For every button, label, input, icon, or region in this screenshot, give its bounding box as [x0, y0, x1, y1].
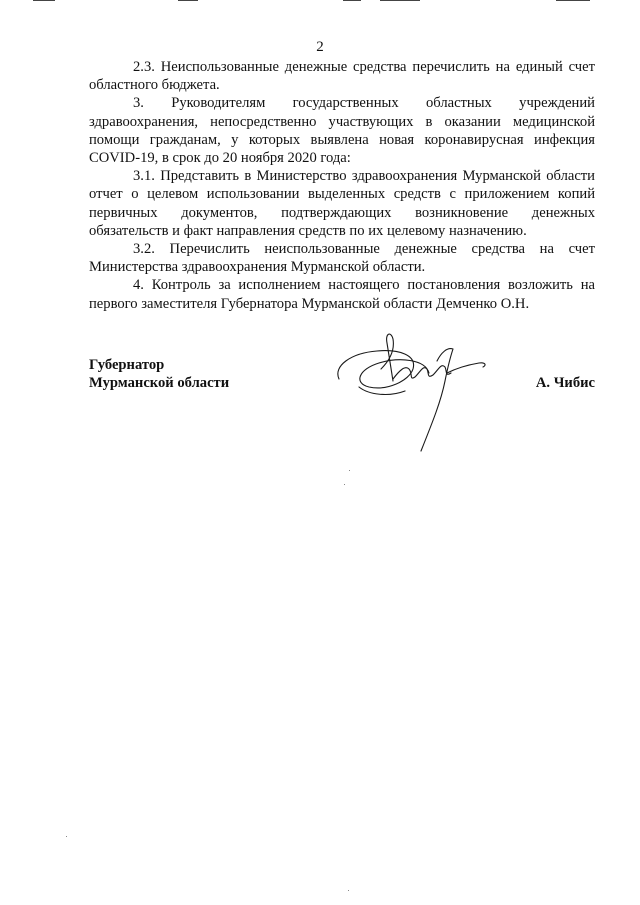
scan-edge-mark: [33, 0, 55, 1]
paragraph-2-3: 2.3. Неиспользованные денежные средства перечислить на единый счет областного бюджета.: [89, 59, 595, 94]
scan-edge-mark: [556, 0, 590, 1]
scan-edge-mark: [178, 0, 198, 1]
scan-edge-mark: [343, 0, 361, 1]
document-body: [89, 58, 595, 313]
scan-edge-mark: [380, 0, 420, 1]
scan-speck: [348, 890, 349, 891]
paragraph-3: 3. Руководителям государственных областных учреждений здравоохранения, непосредственно участвующих в оказании медицинской помощи гражданам, у которых выявлена новая коронавирусная инфекция COVID-19, в срок до 20 ноября 2020 года:: [89, 95, 595, 167]
scan-speck: [344, 484, 345, 485]
scan-speck: [349, 470, 350, 471]
handwritten-signature: [329, 321, 499, 461]
paragraph-4: 4. Контроль за исполнением настоящего постановления возложить на первого заместителя Губернатора Мурманской области Демченко О.Н.: [89, 277, 595, 312]
signatory-title: [89, 356, 229, 392]
signatory-name: А. Чибис: [535, 375, 595, 391]
signatory-position: Губернатор: [89, 357, 165, 373]
signature-block: [89, 356, 595, 466]
signatory-region: Мурманской области: [89, 375, 230, 391]
paragraph-3-2: 3.2. Перечислить неиспользованные денежные средства на счет Министерства здравоохранения Мурманской области.: [89, 241, 595, 276]
paragraph-3-1: 3.1. Представить в Министерство здравоохранения Мурманской области отчет о целевом использовании выделенных средств с приложением копий первичных документов, подтверждающих возникновение денежных обязательств и факт направления средств по их целевому назначению.: [89, 168, 595, 239]
scan-speck: [66, 836, 67, 837]
page-number: 2: [316, 39, 324, 55]
